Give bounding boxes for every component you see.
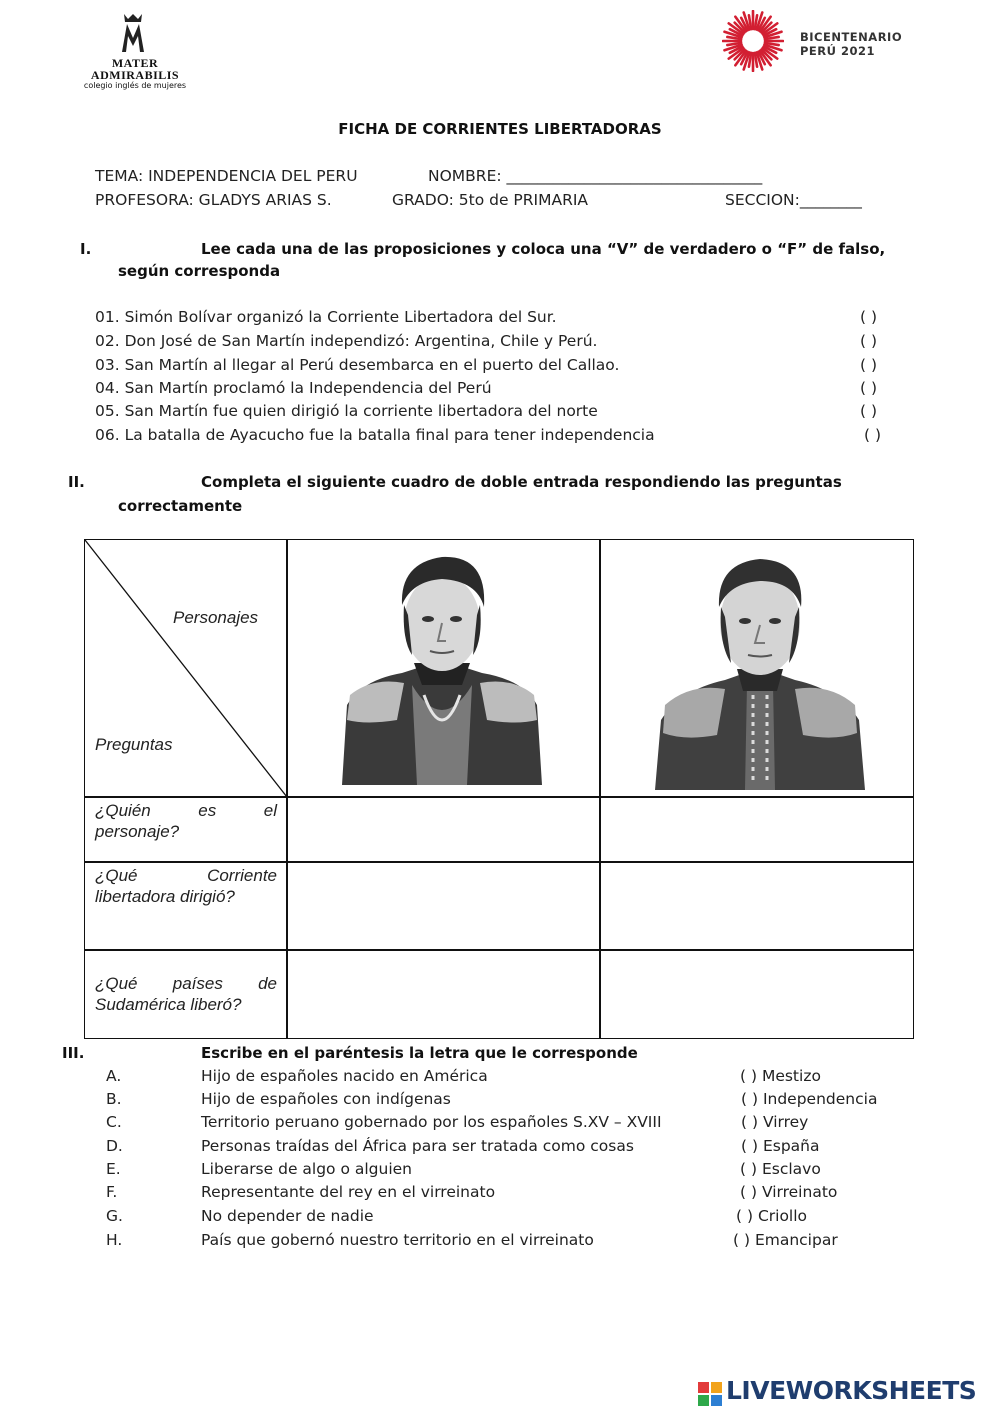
liveworksheets-brand: LIVEWORKSHEETS [726,1376,977,1405]
match-definition: No depender de nadie [201,1207,374,1225]
match-definition: Liberarse de algo o alguien [201,1160,412,1178]
match-definition: Territorio peruano gobernado por los españoles S.XV – XVIII [201,1113,662,1131]
section1-instruction: Lee cada una de las proposiciones y coloca una “V” de verdadero o “F” de falso, [201,240,886,258]
answer-cell-2-bolivar[interactable] [286,861,601,951]
statement-5: 05. San Martín fue quien dirigió la corriente libertadora del norte [95,402,598,420]
section2-instruction: Completa el siguiente cuadro de doble entrada respondiendo las preguntas [201,473,842,491]
answer-cell-3-san-martin[interactable] [599,949,914,1039]
corner-label-preguntas: Preguntas [95,735,173,754]
statement-3-answer[interactable]: ( ) [860,356,878,374]
match-answer[interactable]: ( ) Virrey [741,1113,809,1131]
corner-cell [84,539,288,798]
question-2 [95,865,277,907]
match-answer[interactable]: ( ) Emancipar [733,1231,838,1249]
bicentenario-year: PERÚ 2021 [800,44,875,58]
question-1-line2: personaje? [95,822,180,841]
portrait-cell-bolivar [286,539,601,798]
section2-number: II. [68,473,85,491]
section1-number: I. [80,240,92,258]
match-letter: G. [106,1207,123,1225]
match-letter: E. [106,1160,121,1178]
school-name-line2: ADMIRABILIS [90,68,180,82]
section1-instruction-cont: según corresponda [118,262,281,280]
match-definition: Hijo de españoles nacido en América [201,1067,488,1085]
question-cell-2 [84,861,288,951]
question-2-word: ¿Qué [95,866,138,885]
match-definition: Personas traídas del África para ser tratada como cosas [201,1137,634,1155]
match-definition: Hijo de españoles con indígenas [201,1090,451,1108]
match-answer[interactable]: ( ) Mestizo [740,1067,821,1085]
liveworksheets-badge-icon [698,1382,722,1406]
match-answer[interactable]: ( ) Criollo [736,1207,808,1225]
bicentenario-text: BICENTENARIO [800,30,903,44]
corner-diagonal [85,540,287,797]
question-cell-1 [84,796,288,863]
question-1-word: es [198,801,217,820]
match-definition: País que gobernó nuestro territorio en el virreinato [201,1231,594,1249]
question-1-word: el [263,801,277,820]
profesora-label: PROFESORA: GLADYS ARIAS S. [95,191,332,209]
section3-number: III. [62,1044,85,1062]
seccion-field[interactable]: SECCION:________ [725,191,862,209]
statement-2-answer[interactable]: ( ) [860,332,878,350]
section2-instruction-cont: correctamente [118,497,243,515]
match-answer[interactable]: ( ) Esclavo [740,1160,821,1178]
question-3-word: de [258,974,277,993]
bicentenario-sun-icon [722,10,784,72]
answer-cell-1-san-martin[interactable] [599,796,914,863]
match-letter: C. [106,1113,122,1131]
school-name-line1: MATER [111,56,159,70]
question-2-line2: libertadora dirigió? [95,887,235,906]
portrait-bolivar-image [342,545,542,785]
answer-cell-3-bolivar[interactable] [286,949,601,1039]
statement-1: 01. Simón Bolívar organizó la Corriente Libertadora del Sur. [95,308,557,326]
question-3-word: ¿Qué [95,974,138,993]
statement-1-answer[interactable]: ( ) [860,308,878,326]
match-letter: H. [106,1231,123,1249]
statement-3: 03. San Martín al llegar al Perú desembarca en el puerto del Callao. [95,356,620,374]
match-answer[interactable]: ( ) España [741,1137,820,1155]
match-definition: Representante del rey en el virreinato [201,1183,496,1201]
grado-label: GRADO: 5to de PRIMARIA [392,191,589,209]
match-answer[interactable]: ( ) Virreinato [740,1183,838,1201]
crown-m-icon [118,12,148,56]
match-letter: B. [106,1090,122,1108]
bicentenario-logo [722,10,922,72]
school-tagline: colegio inglés de mujeres [83,81,187,90]
section3-instruction: Escribe en el paréntesis la letra que le corresponde [201,1044,638,1062]
question-2-word: Corriente [207,866,277,885]
statement-2: 02. Don José de San Martín independizó: Argentina, Chile y Perú. [95,332,598,350]
answer-cell-1-bolivar[interactable] [286,796,601,863]
question-1 [95,800,277,842]
match-answer[interactable]: ( ) Independencia [741,1090,878,1108]
question-1-word: ¿Quién [95,801,151,820]
corner-label-personajes: Personajes [173,608,259,627]
match-letter: F. [106,1183,118,1201]
question-3-line2: Sudamérica liberó? [95,995,242,1014]
statement-4-answer[interactable]: ( ) [860,379,878,397]
portrait-cell-san-martin [599,539,914,798]
statement-4: 04. San Martín proclamó la Independencia del Perú [95,379,492,397]
school-logo [80,10,190,90]
portrait-san-martin-image [655,545,865,790]
page-title: FICHA DE CORRIENTES LIBERTADORAS [338,120,662,138]
match-letter: D. [106,1137,123,1155]
tema-label: TEMA: INDEPENDENCIA DEL PERU [95,167,358,185]
answer-cell-2-san-martin[interactable] [599,861,914,951]
question-3 [95,973,277,1015]
question-cell-3 [84,949,288,1039]
statement-6-answer[interactable]: ( ) [864,426,882,444]
nombre-field[interactable]: NOMBRE: _________________________________ [428,167,763,185]
liveworksheets-logo [698,1376,998,1410]
match-letter: A. [106,1067,122,1085]
double-entry-table [84,539,914,1039]
statement-6: 06. La batalla de Ayacucho fue la batalla final para tener independencia [95,426,655,444]
question-3-word: países [172,974,223,993]
statement-5-answer[interactable]: ( ) [860,402,878,420]
